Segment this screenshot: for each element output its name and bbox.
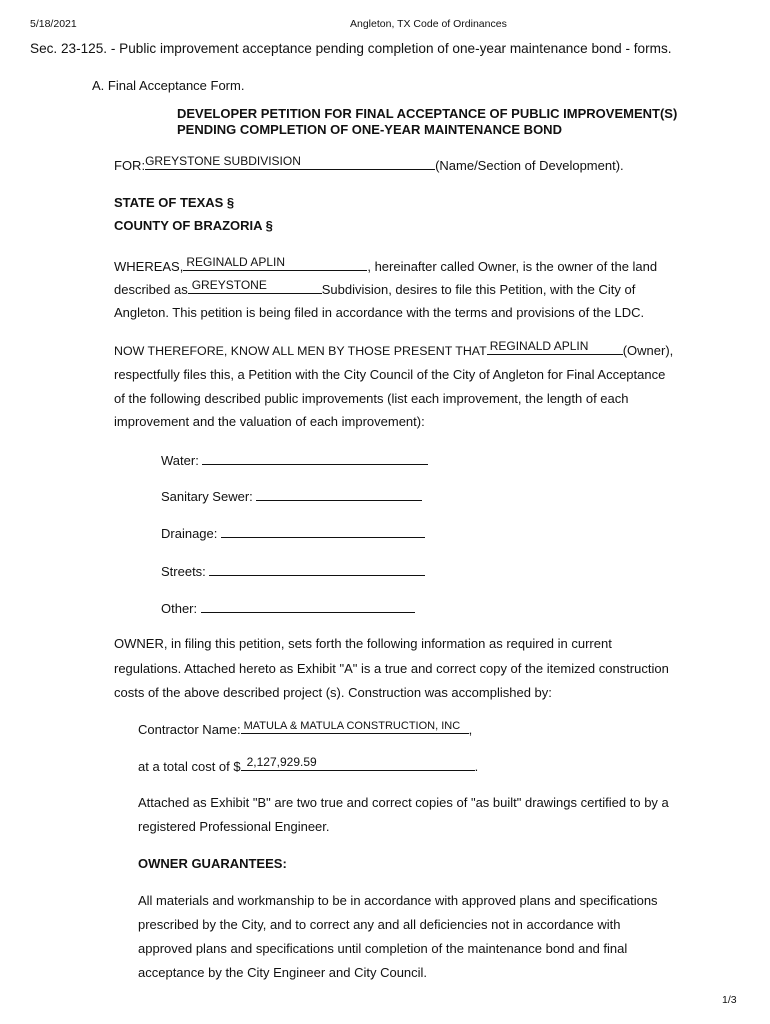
owner-name-value: REGINALD APLIN — [186, 255, 286, 269]
whereas-line-3: Angleton. This petition is being filed in accordance with the terms and provisions of the LDC. — [114, 305, 645, 320]
exhibit-b-line-1: Attached as Exhibit "B" are two true and correct copies of "as built" drawings certified to by a — [138, 795, 669, 810]
water-line — [161, 452, 428, 468]
total-cost-field[interactable] — [241, 755, 475, 771]
guarantees-line-2: prescribed by the City, and to correct any and all deficiencies not in accordance with — [138, 917, 621, 932]
contractor-line — [138, 721, 472, 737]
now-therefore-line-3: of the following described public improvements (list each improvement, the length of each — [114, 391, 629, 406]
streets-field[interactable] — [209, 563, 425, 576]
print-date: 5/18/2021 — [30, 18, 77, 30]
document-header-title: Angleton, TX Code of Ordinances — [350, 18, 507, 30]
other-line — [161, 600, 415, 616]
other-field[interactable] — [201, 600, 415, 613]
subsection-label: A. Final Acceptance Form. — [92, 78, 245, 93]
section-title: Sec. 23-125. - Public improvement acceptance pending completion of one-year maintenance bond - forms. — [30, 41, 672, 56]
guarantees-line-4: acceptance by the City Engineer and City Council. — [138, 965, 428, 980]
owner-paragraph-line-1: OWNER, in filing this petition, sets forth the following information as required in current — [114, 636, 612, 651]
development-name-field[interactable] — [145, 154, 435, 170]
streets-line — [161, 563, 425, 579]
sanitary-sewer-label: Sanitary Sewer: — [161, 489, 253, 504]
guarantees-line-1: All materials and workmanship to be in accordance with approved plans and specifications — [138, 893, 658, 908]
total-cost-line — [138, 755, 479, 774]
total-cost-suffix: . — [474, 759, 479, 774]
sanitary-sewer-line — [161, 488, 422, 504]
whereas-line-1 — [114, 255, 658, 274]
whereas-after-subdivision: Subdivision, desires to file this Petition, with the City of — [321, 282, 636, 297]
petition-title-line-1: DEVELOPER PETITION FOR FINAL ACCEPTANCE OF PUBLIC IMPROVEMENT(S) — [177, 106, 678, 121]
county-line: COUNTY OF BRAZORIA § — [114, 218, 273, 233]
for-line — [114, 154, 624, 173]
drainage-line — [161, 525, 425, 541]
owner-name-value-2: REGINALD APLIN — [489, 339, 589, 353]
owner-paragraph-line-3: costs of the above described project (s). Construction was accomplished by: — [114, 685, 552, 700]
now-therefore-line-1 — [114, 339, 674, 358]
state-line: STATE OF TEXAS § — [114, 195, 235, 210]
owner-paragraph-line-2: regulations. Attached hereto as Exhibit "A" is a true and correct copy of the itemized construction — [114, 661, 669, 676]
water-label: Water: — [161, 453, 199, 468]
subdivision-name-field[interactable] — [188, 278, 322, 294]
subdivision-name-value: GREYSTONE — [191, 278, 267, 292]
other-label: Other: — [161, 601, 198, 616]
now-therefore-line-4: improvement and the valuation of each improvement): — [114, 414, 425, 429]
described-prefix: described as — [114, 282, 188, 297]
contractor-label: Contractor Name: — [138, 722, 241, 737]
for-suffix: (Name/Section of Development). — [435, 158, 624, 173]
total-cost-label: at a total cost of $ — [138, 759, 241, 774]
whereas-after-owner: , hereinafter called Owner, is the owner of the land — [367, 259, 658, 274]
owner-name-field-2[interactable] — [487, 339, 623, 355]
owner-guarantees-heading: OWNER GUARANTEES: — [138, 856, 287, 871]
whereas-line-2 — [114, 278, 636, 297]
streets-label: Streets: — [161, 564, 206, 579]
contractor-name-field[interactable] — [241, 721, 469, 734]
exhibit-b-line-2: registered Professional Engineer. — [138, 819, 330, 834]
now-therefore-suffix: (Owner), — [622, 343, 674, 358]
whereas-prefix: WHEREAS, — [114, 259, 184, 274]
petition-title-line-2: PENDING COMPLETION OF ONE-YEAR MAINTENANCE BOND — [177, 122, 562, 137]
drainage-label: Drainage: — [161, 526, 218, 541]
page-number: 1/3 — [722, 994, 737, 1006]
guarantees-line-3: approved plans and specifications until completion of the maintenance bond and final — [138, 941, 628, 956]
development-name-value: GREYSTONE SUBDIVISION — [145, 154, 301, 168]
contractor-suffix: , — [468, 722, 473, 737]
now-therefore-prefix: NOW THEREFORE, KNOW ALL MEN BY THOSE PRESENT THAT — [114, 344, 487, 358]
water-field[interactable] — [202, 452, 428, 465]
drainage-field[interactable] — [221, 525, 425, 538]
now-therefore-line-2: respectfully files this, a Petition with the City Council of the City of Angleton for Final Acceptance — [114, 367, 666, 382]
contractor-name-value: MATULA & MATULA CONSTRUCTION, INC — [243, 720, 461, 732]
for-label: FOR: — [114, 158, 146, 173]
sanitary-sewer-field[interactable] — [256, 488, 422, 501]
owner-name-field[interactable] — [183, 255, 367, 271]
total-cost-value: 2,127,929.59 — [246, 755, 317, 769]
